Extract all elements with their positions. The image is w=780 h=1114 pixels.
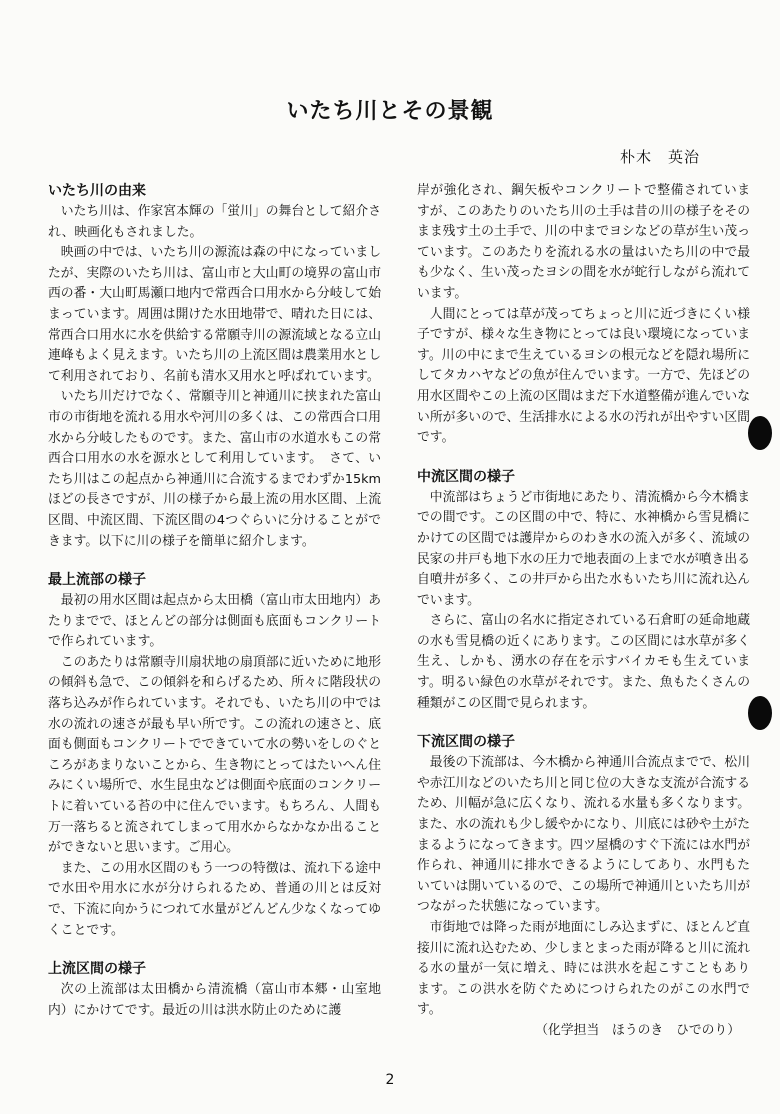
paragraph: 最後の下流部は、今木橋から神通川合流点までで、松川や赤江川などのいたち川と同じ位の大きな支流が合流するため、川幅が急に広くなり、流れる水量も多くなります。また、水の流れも少し緩やかになり、川底には砂や土がたまるようになってきます。四ツ屋橋のすぐ下流には水門が作られ、神通川に排水できるようにしてあり、水門もたいていは開いているので、この場所で神通川といたち川がつながった状態になっています。 xyxy=(417,755,750,915)
section-heading-upper: 上流区間の様子 xyxy=(48,961,146,978)
section-heading-uppermost: 最上流部の様子 xyxy=(48,572,146,589)
page-number: 2 xyxy=(385,1072,395,1088)
paragraph: 次の上流部は太田橋から清流橋（富山市本郷・山室地内）にかけてです。最近の川は洪水防止のために護 xyxy=(48,982,381,1018)
paragraph: 最初の用水区間は起点から太田橋（富山市太田地内）あたりまでで、ほとんどの部分は側面も底面もコンクリートで作られています。 xyxy=(48,593,381,650)
section-heading-middle: 中流区間の様子 xyxy=(417,468,515,485)
paragraph: 映画の中では、いたち川の源流は森の中になっていましたが、実際のいたち川は、富山市と大山町の境界の富山市西の番・大山町馬瀬口地内で常西合口用水から分岐して始まっています。周囲は開けた水田地帯で、晴れた日には、常西合口用水に水を供給する常願寺川の源流域となる立山連峰もよく見えます。いたち川の上流区間は農業用水として利用されており、名前も清水又用水と呼ばれています。 xyxy=(48,245,381,384)
paragraph: さらに、富山の名水に指定されている石倉町の延命地蔵の水も雪見橋の近くにあります。この区間には水草が多く生え、しかも、湧水の存在を示すバイカモも生えています。明るい緑色の水草がそれです。また、魚もたくさんの種類がこの区間で見られます。 xyxy=(417,613,750,711)
punch-hole-mark xyxy=(748,696,772,730)
right-column xyxy=(417,181,750,1042)
paragraph: いたち川は、作家宮本輝の「蛍川」の舞台として紹介され、映画化もされました。 xyxy=(48,204,381,240)
signature: （化学担当 ほうのき ひでのり） xyxy=(535,1022,740,1038)
paragraph: 中流部はちょうど市街地にあたり、清流橋から今木橋までの間です。この区間の中で、特に、水神橋から雪見橋にかけての区間では護岸からのわき水の流入が多く、流域の民家の井戸も地下水の圧力で地表面の上まで水が噴き出る自噴井が多く、この井戸から出た水もいたち川に流れ込んでいます。 xyxy=(417,489,750,608)
section-heading-lower: 下流区間の様子 xyxy=(417,734,515,751)
punch-hole-mark xyxy=(748,416,772,450)
paragraph: いたち川だけでなく、常願寺川と神通川に挟まれた富山市の市街地を流れる用水や河川の多くは、この常西合口用水から分岐したものです。また、富山市の水道水もこの常西合口用水の水を源水として利用しています。 さて、いたち川はこの起点から神通川に合流するまでわずか15kmほどの長さですが、川の様子から最上流の用水区間、上流区間、中流区間、下流区間の4つぐらいに分けることができます。以下に川の様子を簡単に紹介します。 xyxy=(48,389,381,549)
article-title: いたち川とその景観 xyxy=(286,99,494,124)
paragraph: 人間にとっては草が茂ってちょっと川に近づきにくい様子ですが、様々な生き物にとっては良い環境になっています。川の中にまで生えているヨシの根元などを隠れ場所にしてタカハヤなどの魚が住んでいます。一方で、先ほどの用水区間やこの上流の区間はまだ下水道整備が進んでいない所が多いので、生活排水による水の汚れが出やすい区間です。 xyxy=(417,306,750,446)
left-column xyxy=(48,181,381,1021)
section-heading-origin: いたち川の由来 xyxy=(48,183,146,199)
paragraph: このあたりは常願寺川扇状地の扇頂部に近いために地形の傾斜も急で、この傾斜を和らげるため、所々に階段状の落ち込みが作られています。それでも、いたち川の中では水の流れの速さが最も早い所です。この流れの速さと、底面も側面もコンクリートでできていて水の勢いをしのぐところがあまりないことから、生き物にとってはたいへん住みにくい場所で、水生昆虫などは側面や底面のコンクリートに着いている苔の中に住んでいます。もちろん、人間も万一落ちると流されてしまって用水からなかなか出ることができないと思います。ご用心。 xyxy=(48,654,381,856)
paragraph: 市街地では降った雨が地面にしみ込まずに、ほとんど直接川に流れ込むため、少しまとまった雨が降ると川に流れる水の量が一気に増え、時には洪水を起こすこともあります。この洪水を防ぐためにつけられたのがこの水門です。 xyxy=(417,920,750,1018)
author-name: 朴木 英治 xyxy=(620,148,701,166)
paragraph-continued: 岸が強化され、鋼矢板やコンクリートで整備されていますが、このあたりのいたち川の土手は昔の川の様子をそのまま残す土の土手で、川の中までヨシなどの草が生い茂っています。このあたりを流れる水の量はいたち川の中で最も少なく、生い茂ったヨシの間を水が蛇行しながら流れています。 xyxy=(417,183,750,301)
paragraph: また、この用水区間のもう一つの特徴は、流れ下る途中で水田や用水に水が分けられるため、普通の川とは反対で、下流に向かうにつれて水量がどんどん少なくなってゆくことです。 xyxy=(48,860,381,938)
